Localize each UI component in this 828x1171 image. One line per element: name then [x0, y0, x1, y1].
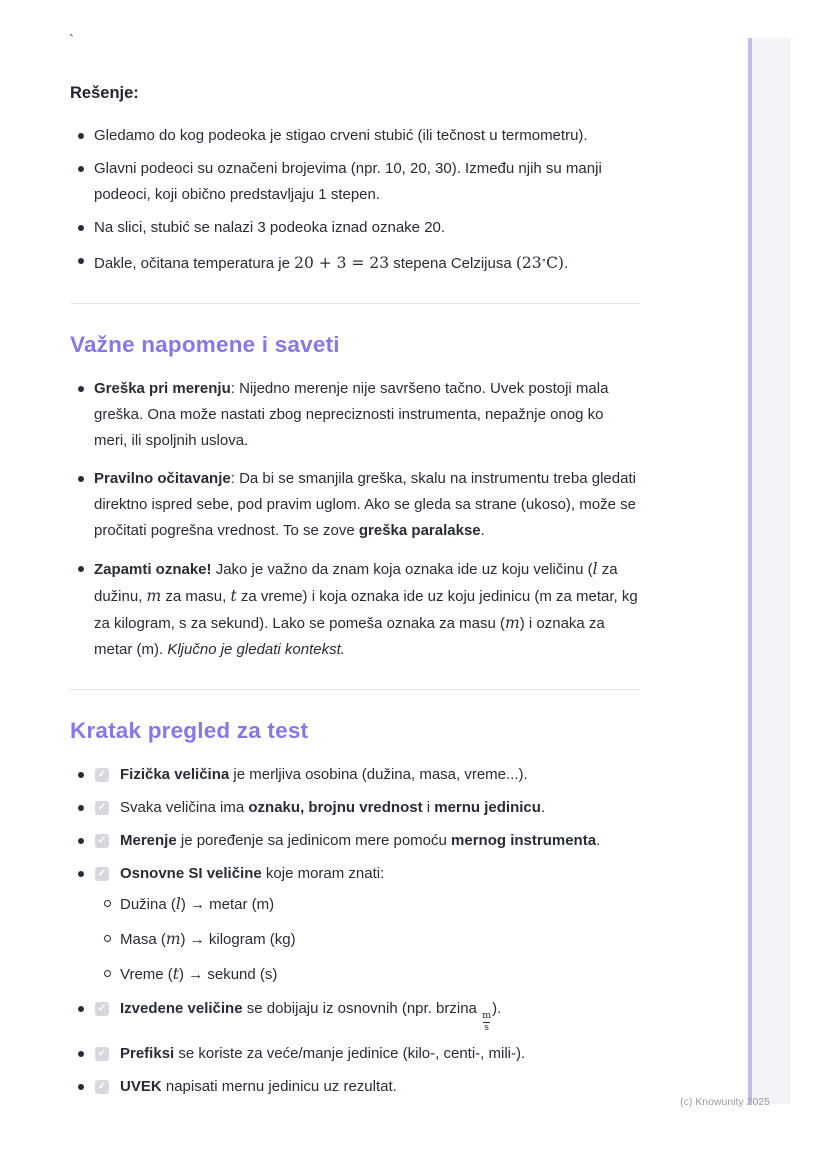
circle-bullet-icon — [104, 900, 111, 907]
list-item-text: Fizička veličina je merljiva osobina (dužina, masa, vreme...). — [120, 766, 528, 783]
copyright-footer: (c) Knowunity 2025 — [680, 1096, 770, 1108]
disc-bullet-icon — [78, 1084, 84, 1090]
list-item — [104, 926, 640, 953]
disc-bullet-icon — [78, 476, 84, 482]
checked-checkbox-icon: ✓ — [95, 834, 109, 848]
fraction-math: $\frac{m}{s}$ — [482, 1010, 492, 1033]
list-item-text: Merenje je poređenje sa jedinicom mere pomoću mernog instrumenta. — [120, 832, 601, 849]
checked-checkbox-icon: ✓ — [95, 1002, 109, 1016]
list-item-text: Glavni podeoci su označeni brojevima (npr. 10, 20, 30). Između njih su manji podeoci, koji obično predstavljaju 1 stepen. — [94, 160, 602, 203]
stray-backtick-char: ` — [69, 32, 74, 49]
checked-checkbox-icon: ✓ — [95, 1047, 109, 1061]
list-item — [70, 828, 640, 854]
list-item — [70, 1074, 640, 1100]
list-item — [70, 466, 640, 544]
list-item — [70, 762, 640, 788]
notes-bullet-list — [70, 376, 640, 663]
list-item-text: Osnovne SI veličine koje moram znati: — [120, 865, 385, 882]
disc-bullet-icon — [78, 258, 84, 264]
list-item — [70, 215, 640, 241]
checked-checkbox-icon: ✓ — [95, 1080, 109, 1094]
list-item — [70, 795, 640, 821]
solution-heading: Rešenje: — [70, 84, 139, 102]
disc-bullet-icon — [78, 838, 84, 844]
disc-bullet-icon — [78, 1006, 84, 1012]
list-item — [70, 123, 640, 149]
list-item-text: Zapamti oznake! Jako je važno da znam koja oznaka ide uz koju veličinu (l za dužinu, m za masu, t za vreme) i koja oznaka ide uz koju jedinicu (m za metar, kg za kilogram, s za sekund). Lako se pomeša oznaka za masu (m) i oznaka za metar (m). Ključno je gledati kontekst. — [94, 560, 638, 658]
list-item — [70, 996, 640, 1034]
list-item — [104, 891, 640, 918]
list-item-text: Greška pri merenju: Nijedno merenje nije savršeno tačno. Uvek postoji mala greška. Ona može nastati zbog nepreciznosti instrumenta, nepažnje onog ko meri, ili spoljnih uslova. — [94, 380, 609, 449]
list-item-text: Prefiksi se koriste za veće/manje jedinice (kilo-, centi-, mili-). — [120, 1044, 526, 1062]
disc-bullet-icon — [78, 805, 84, 811]
document-content — [70, 84, 640, 1107]
list-item — [104, 961, 640, 988]
disc-bullet-icon — [78, 133, 84, 139]
circle-bullet-icon — [104, 970, 111, 977]
circle-bullet-icon — [104, 935, 111, 942]
notes-section-heading: Važne napomene i saveti — [70, 332, 340, 357]
list-item — [70, 1041, 640, 1067]
disc-bullet-icon — [78, 566, 84, 572]
sublist — [104, 891, 640, 988]
list-item-text: Dužina (l) → metar (m) — [120, 895, 275, 913]
disc-bullet-icon — [78, 871, 84, 877]
right-margin-panel — [748, 38, 791, 1104]
list-item-text: UVEK napisati mernu jedinicu uz rezultat. — [120, 1077, 397, 1095]
section-divider — [70, 303, 640, 304]
checked-checkbox-icon: ✓ — [95, 768, 109, 782]
review-section-heading: Kratak pregled za test — [70, 718, 309, 743]
list-item — [70, 861, 640, 988]
list-item — [70, 556, 640, 663]
solution-bullet-list — [70, 123, 640, 277]
list-item-text: Svaka veličina ima oznaku, brojnu vrednost i mernu jedinicu. — [120, 799, 546, 816]
list-item — [70, 156, 640, 208]
list-item-text: Dakle, očitana temperatura je 20 + 3 = 23 stepena Celzijusa (23∘C). — [94, 254, 569, 272]
list-item — [70, 376, 640, 454]
list-item-text: Pravilno očitavanje: Da bi se smanjila greška, skalu na instrumentu treba gledati direktno ispred sebe, pod pravim uglom. Ako se gleda sa strane (ukoso), može se pročitati pogrešna vrednost. To se zove greška paralakse. — [94, 470, 636, 539]
list-item-text: Na slici, stubić se nalazi 3 podeoka iznad oznake 20. — [94, 219, 446, 236]
list-item — [70, 248, 640, 277]
review-checklist — [70, 762, 640, 1100]
disc-bullet-icon — [78, 166, 84, 172]
checked-checkbox-icon: ✓ — [95, 801, 109, 815]
list-item-text: Masa (m) → kilogram (kg) — [120, 930, 296, 948]
disc-bullet-icon — [78, 772, 84, 778]
disc-bullet-icon — [78, 1051, 84, 1057]
disc-bullet-icon — [78, 386, 84, 392]
checked-checkbox-icon: ✓ — [95, 867, 109, 881]
disc-bullet-icon — [78, 225, 84, 231]
section-divider — [70, 689, 640, 690]
list-item-text: Vreme (t) → sekund (s) — [120, 965, 278, 983]
list-item-text: Gledamo do kog podeoka je stigao crveni stubić (ili tečnost u termometru). — [94, 127, 588, 144]
list-item-text: Izvedene veličine se dobijaju iz osnovnih (npr. brzina $\frac{m}{s}$ ). — [120, 1000, 502, 1033]
